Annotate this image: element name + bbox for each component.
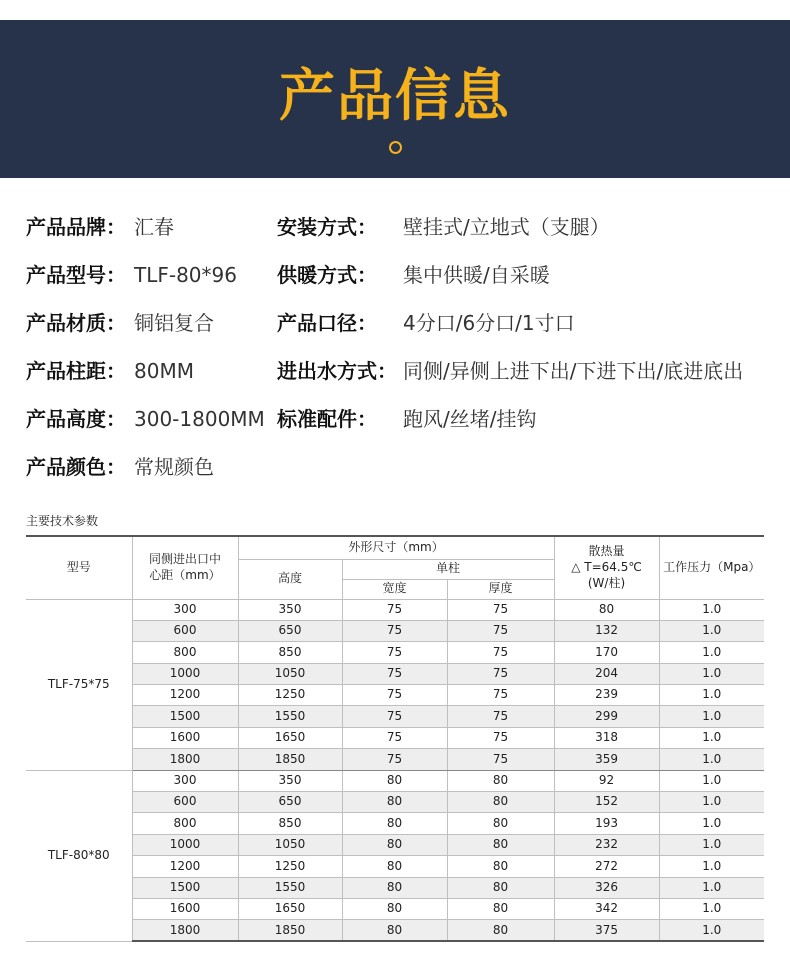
- table-cell: 80: [342, 856, 447, 877]
- table-cell: 80: [447, 920, 554, 941]
- table-cell: 75: [342, 663, 447, 684]
- table-cell: 80: [342, 920, 447, 941]
- table-cell: 80: [342, 792, 447, 813]
- info-row: [0, 356, 790, 386]
- table-row: [26, 727, 764, 748]
- table-row: [26, 663, 764, 684]
- table-cell: 1600: [132, 898, 238, 919]
- info-label: 产品品牌：: [26, 215, 126, 239]
- info-value: 铜铝复合: [134, 311, 214, 335]
- table-cell: 1850: [238, 920, 342, 941]
- table-cell: 80: [554, 599, 659, 620]
- table-cell: 1050: [238, 663, 342, 684]
- table-row: [26, 792, 764, 813]
- table-cell: 1650: [238, 727, 342, 748]
- table-cell: 299: [554, 706, 659, 727]
- info-label: 产品颜色：: [26, 455, 126, 479]
- table-cell: 75: [342, 620, 447, 641]
- table-cell: 350: [238, 770, 342, 791]
- table-cell: 75: [447, 663, 554, 684]
- info-label: 标准配件：: [277, 407, 377, 431]
- info-row: [0, 308, 790, 338]
- header-width: 宽度: [342, 579, 447, 599]
- info-value: 壁挂式/立地式（支腿）: [403, 215, 610, 239]
- page-title: 产品信息: [279, 64, 511, 129]
- table-cell: 850: [238, 813, 342, 834]
- header-single-column: 单柱: [342, 559, 554, 579]
- info-row: [0, 452, 790, 482]
- table-cell: 326: [554, 877, 659, 898]
- table-cell: 1.0: [659, 792, 764, 813]
- table-cell: 1.0: [659, 685, 764, 706]
- table-cell: 1800: [132, 749, 238, 770]
- table-cell: 342: [554, 898, 659, 919]
- table-row: [26, 749, 764, 770]
- table-cell: 80: [447, 813, 554, 834]
- table-cell: 1.0: [659, 834, 764, 855]
- table-cell: 75: [447, 620, 554, 641]
- table-cell: 75: [342, 749, 447, 770]
- table-cell: 800: [132, 813, 238, 834]
- table-cell: 318: [554, 727, 659, 748]
- info-label: 产品型号：: [26, 263, 126, 287]
- header-heat-line3: (W/柱): [587, 575, 626, 590]
- table-cell: 204: [554, 663, 659, 684]
- header-model: 型号: [26, 536, 132, 599]
- table-cell: 1.0: [659, 749, 764, 770]
- header-heat-line2: △ T=64.5℃: [571, 559, 642, 574]
- table-cell: 1.0: [659, 663, 764, 684]
- info-label: 安装方式：: [277, 215, 377, 239]
- table-cell: 1.0: [659, 856, 764, 877]
- table-cell: 850: [238, 642, 342, 663]
- table-cell: 1550: [238, 706, 342, 727]
- table-cell: 80: [342, 898, 447, 919]
- info-label: 产品柱距：: [26, 359, 126, 383]
- table-cell: 75: [342, 727, 447, 748]
- info-row: [0, 212, 790, 242]
- table-cell: 1050: [238, 834, 342, 855]
- table-cell: 1800: [132, 920, 238, 941]
- info-value: 汇春: [134, 215, 174, 239]
- table-cell: 1.0: [659, 620, 764, 641]
- info-label: 产品高度：: [26, 407, 126, 431]
- table-cell: 170: [554, 642, 659, 663]
- model-cell: TLF-75*75: [26, 599, 132, 770]
- info-label: 产品材质：: [26, 311, 126, 335]
- info-value: 集中供暖/自采暖: [403, 263, 550, 287]
- table-cell: 650: [238, 620, 342, 641]
- table-cell: 132: [554, 620, 659, 641]
- table-cell: 75: [342, 642, 447, 663]
- table-cell: 350: [238, 599, 342, 620]
- table-cell: 239: [554, 685, 659, 706]
- table-cell: 75: [447, 599, 554, 620]
- info-value: 常规颜色: [134, 455, 214, 479]
- header-center-distance-text: 同侧进出口中心距（mm）: [148, 552, 221, 582]
- table-cell: 1250: [238, 856, 342, 877]
- table-cell: 80: [447, 770, 554, 791]
- table-cell: 1000: [132, 663, 238, 684]
- table-cell: 1000: [132, 834, 238, 855]
- circle-icon: [389, 141, 402, 154]
- table-row: [26, 898, 764, 919]
- table-cell: 80: [342, 834, 447, 855]
- table-row: [26, 877, 764, 898]
- table-cell: 1250: [238, 685, 342, 706]
- info-label: 产品口径：: [277, 311, 377, 335]
- info-value: TLF-80*96: [134, 263, 237, 287]
- header-center-distance: [132, 536, 238, 599]
- table-cell: 80: [447, 856, 554, 877]
- table-cell: 1.0: [659, 706, 764, 727]
- table-cell: 75: [342, 685, 447, 706]
- table-row: [26, 770, 764, 791]
- table-cell: 1.0: [659, 770, 764, 791]
- table-cell: 75: [447, 706, 554, 727]
- table-row: [26, 685, 764, 706]
- table-cell: 75: [342, 706, 447, 727]
- table-cell: 1.0: [659, 642, 764, 663]
- header-heat-line1: 散热量: [588, 544, 625, 559]
- table-cell: 1.0: [659, 599, 764, 620]
- table-cell: 650: [238, 792, 342, 813]
- table-row: [26, 834, 764, 855]
- table-cell: 300: [132, 599, 238, 620]
- header-dimensions: 外形尺寸（mm）: [238, 536, 554, 559]
- header-thickness: 厚度: [447, 579, 554, 599]
- table-cell: 80: [447, 898, 554, 919]
- table-cell: 75: [447, 727, 554, 748]
- table-cell: 375: [554, 920, 659, 941]
- table-cell: 1.0: [659, 813, 764, 834]
- info-row: [0, 404, 790, 434]
- table-row: [26, 856, 764, 877]
- table-cell: 92: [554, 770, 659, 791]
- table-cell: 1.0: [659, 920, 764, 941]
- table-row: [26, 599, 764, 620]
- table-cell: 75: [342, 599, 447, 620]
- info-value: 300-1800MM: [134, 407, 265, 431]
- header-heat: [554, 536, 659, 599]
- table-cell: 75: [447, 642, 554, 663]
- header-pressure: 工作压力（Mpa）: [659, 536, 764, 599]
- table-cell: 1.0: [659, 898, 764, 919]
- banner: [0, 20, 790, 178]
- table-cell: 232: [554, 834, 659, 855]
- table-row: [26, 706, 764, 727]
- spec-table: [26, 535, 764, 942]
- table-cell: 193: [554, 813, 659, 834]
- table-cell: 80: [342, 770, 447, 791]
- table-cell: 1500: [132, 877, 238, 898]
- table-cell: 80: [447, 877, 554, 898]
- table-cell: 80: [447, 834, 554, 855]
- table-caption: 主要技术参数: [26, 514, 99, 528]
- info-row: [0, 260, 790, 290]
- table-cell: 1.0: [659, 727, 764, 748]
- header-height: 高度: [238, 559, 342, 599]
- info-label: 进出水方式：: [277, 359, 397, 383]
- info-value: 80MM: [134, 359, 194, 383]
- table-cell: 75: [447, 749, 554, 770]
- table-cell: 80: [342, 813, 447, 834]
- table-cell: 1200: [132, 856, 238, 877]
- table-cell: 1650: [238, 898, 342, 919]
- table-cell: 600: [132, 792, 238, 813]
- table-row: [26, 642, 764, 663]
- table-cell: 1600: [132, 727, 238, 748]
- table-cell: 1850: [238, 749, 342, 770]
- table-cell: 600: [132, 620, 238, 641]
- table-cell: 152: [554, 792, 659, 813]
- info-value: 跑风/丝堵/挂钩: [403, 407, 537, 431]
- table-cell: 1500: [132, 706, 238, 727]
- table-cell: 300: [132, 770, 238, 791]
- table-cell: 272: [554, 856, 659, 877]
- table-cell: 1200: [132, 685, 238, 706]
- info-value: 4分口/6分口/1寸口: [403, 311, 575, 335]
- table-row: [26, 920, 764, 941]
- model-cell: TLF-80*80: [26, 770, 132, 941]
- info-value: 同侧/异侧上进下出/下进下出/底进底出: [403, 359, 744, 383]
- table-cell: 75: [447, 685, 554, 706]
- table-cell: 80: [447, 792, 554, 813]
- table-cell: 80: [342, 877, 447, 898]
- table-cell: 1.0: [659, 877, 764, 898]
- table-row: [26, 620, 764, 641]
- info-label: 供暖方式：: [277, 263, 377, 287]
- table-cell: 359: [554, 749, 659, 770]
- table-cell: 1550: [238, 877, 342, 898]
- table-cell: 800: [132, 642, 238, 663]
- table-row: [26, 813, 764, 834]
